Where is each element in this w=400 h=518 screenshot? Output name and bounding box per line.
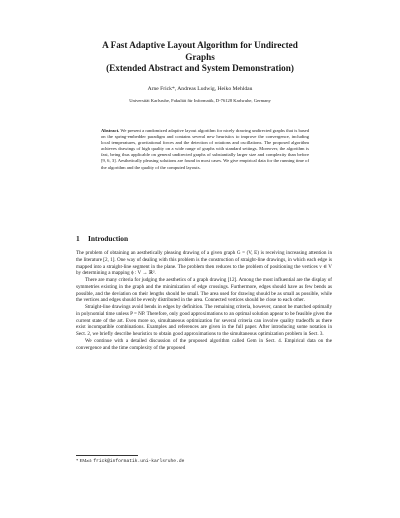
section-heading	[76, 234, 128, 243]
title-line-2: Graphs	[185, 51, 215, 62]
paper-title	[60, 40, 340, 75]
body-paragraph: We continue with a detailed discussion of the proposed algorithm called Gem in Sect. 4. Empirical data on the convergence and the time complexity of the proposed	[76, 337, 332, 351]
section-title: Introduction	[88, 234, 129, 243]
body-paragraph: The problem of obtaining an aesthetically pleasing drawing of a given graph G = (V, E) is receiving increasing attention in the literature [2, 1]. One way of dealing with this problem is the construction of straight-line drawings, in which each edge is mapped into a straight-line segment in the plane. The problem then reduces to the problem of positioning the vertices v ∈ V by determining a mapping ϕ : V → ℝ².	[76, 250, 332, 277]
footnote	[76, 458, 184, 465]
abstract-label: Abstract.	[101, 128, 120, 133]
section-number: 1	[76, 234, 80, 243]
body-text	[76, 250, 332, 351]
footnote-email: frick@informatik.uni-karlsruhe.de	[93, 459, 185, 464]
title-line-1: A Fast Adaptive Layout Algorithm for Undirected	[102, 40, 298, 50]
affiliation: Universität Karlsruhe, Fakultät für Informatik, D-76128 Karlsruhe, Germany	[129, 98, 271, 103]
footnote-label: * EMail:	[76, 458, 94, 463]
body-paragraph: There are many criteria for judging the aesthetics of a graph drawing [12]. Among the most influential are the display of symmetries existing in the graph and the minimization of edge crossings. Furthermore, edges should have as few bends as possible, and the deviation on their lengths should be small. The area used for drawing should be as small as possible, while the vertices and edges should be evenly distributed in the area. Connected vertices should be close to each other.	[76, 277, 332, 304]
footnote-divider	[76, 455, 138, 456]
abstract	[101, 128, 309, 171]
title-line-3: (Extended Abstract and System Demonstration)	[106, 63, 294, 73]
abstract-text: We present a randomized adaptive layout algorithm for nicely drawing undirected graphs that is based on the spring-embedder paradigm and contains several new heuristics to improve the convergence, including local temperatures, gravitational forces and the detection of rotations and oscillations. The proposed algorithm achieves drawings of high quality on a wide range of graphs with standard settings. Moreover, the algorithm is fast, being thus applicable on general undirected graphs of substantially larger size and complexity than before [9, 6, 3]. Aesthetically pleasing solutions are found in most cases. We give empirical data for the running time of the algorithm and the quality of the computed layouts.	[101, 128, 309, 170]
author-list: Arne Frick*, Andreas Ludwig, Heiko Mehldau	[147, 86, 253, 92]
body-paragraph: Straight-line drawings avoid bends in edges by definition. The remaining criteria, however, cannot be matched optimally in polynomial time unless P = NP. Therefore, only good approximations to an optimal solution appear to be feasible given the current state of the art. Even more so, simultaneous optimization for several criteria can involve quality tradeoffs as there exist incompatible combinations. Examples and references are given in the full paper. After introducing some notation in Sect. 2, we briefly describe heuristics to obtain good approximations to the simultaneous optimization problem in Sect. 3.	[76, 304, 332, 337]
